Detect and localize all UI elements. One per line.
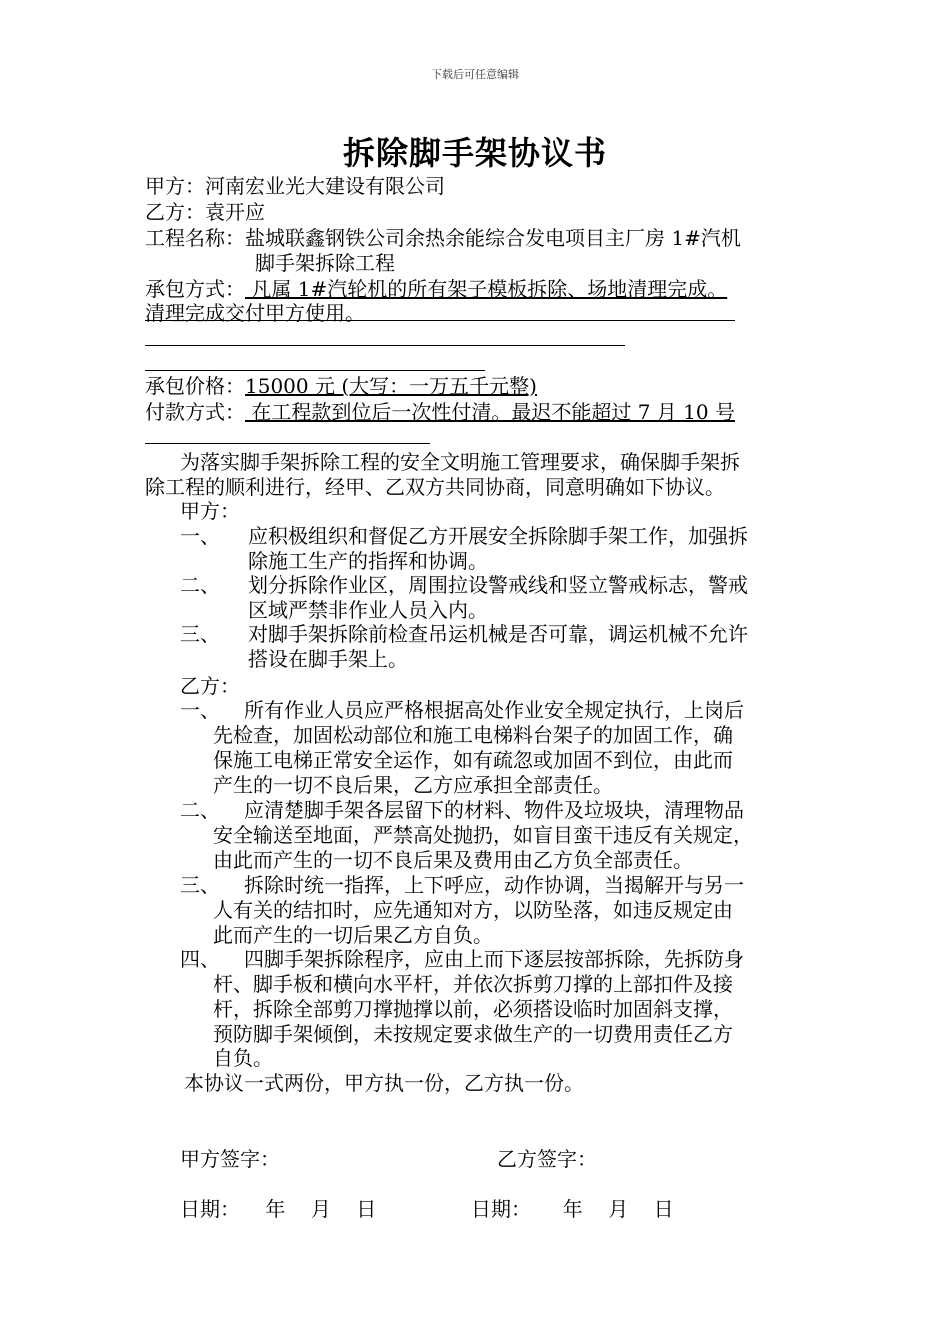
project-name-2: 脚手架拆除工程 [255, 251, 395, 275]
payment-underline [145, 443, 430, 444]
project-name-1: 盐城联鑫钢铁公司余热余能综合发电项目主厂房 1#汽机 [245, 226, 741, 250]
project-label: 工程名称： [145, 226, 245, 250]
b-item-1-first: 所有作业人员应严格根据高处作业安全规定执行，上岗后 [244, 698, 744, 722]
b-item-4-line-5: 自负。 [213, 1046, 273, 1070]
b-item-1-line-3: 保施工电梯正常安全运作，如有疏忽或加固不到位，由此而 [213, 748, 733, 772]
a-item-1-num: 一、 [180, 524, 220, 548]
contract-text-2: 清理完成交付甲方使用。 [145, 301, 365, 325]
b-item-4-line-3: 杆，拆除全部剪刀撑抛撑以前，必须搭设临时加固斜支撑， [213, 997, 733, 1021]
a-item-3-line-1: 对脚手架拆除前检查吊运机械是否可靠，调运机械不允许 [248, 622, 748, 646]
project-line-1 [145, 225, 741, 251]
a-item-1-line-1: 应积极组织和督促乙方开展安全拆除脚手架工作，加强拆 [248, 524, 748, 548]
contract-underline-2 [145, 345, 625, 346]
a-item-1-line-2: 除施工生产的指挥和协调。 [248, 549, 488, 573]
payment-label: 付款方式： [145, 400, 245, 424]
b-item-4-line-4: 预防脚手架倾倒，未按规定要求做生产的一切费用责任乙方 [213, 1022, 733, 1046]
contract-text-1: 凡属 1#汽轮机的所有架子模板拆除、场地清理完成。 [245, 277, 728, 301]
intro-line-2: 除工程的顺利进行，经甲、乙双方共同协商，同意明确如下协议。 [145, 475, 725, 499]
price-line [145, 373, 537, 399]
party-b-date: 日期： 年 月 日 [471, 1197, 674, 1221]
b-item-4-num: 四、 [180, 947, 220, 971]
party-a-date: 日期： 年 月 日 [180, 1197, 377, 1221]
b-item-2-line-3: 由此而产生的一切不良后果及费用由乙方负全部责任。 [213, 848, 693, 872]
b-item-2-num: 二、 [180, 798, 220, 822]
contract-label: 承包方式： [145, 277, 245, 301]
party-a-heading: 甲方： [180, 499, 240, 523]
b-item-3-line-3: 此而产生的一切后果乙方自负。 [213, 923, 493, 947]
party-b-heading: 乙方： [180, 674, 240, 698]
price-value: 15000 元 (大写：一万五千元整) [245, 374, 537, 398]
copies-note: 本协议一式两份，甲方执一份，乙方执一份。 [184, 1071, 584, 1095]
intro-line-1: 为落实脚手架拆除工程的安全文明施工管理要求，确保脚手架拆 [180, 450, 740, 474]
payment-line [145, 399, 735, 425]
a-item-3-num: 三、 [180, 622, 220, 646]
a-item-2-line-1: 划分拆除作业区，周围拉设警戒线和竖立警戒标志，警戒 [248, 573, 748, 597]
payment-value: 在工程款到位后一次性付清。最迟不能超过 7 月 10 号 [245, 400, 735, 424]
b-item-2-first: 应清楚脚手架各层留下的材料、物件及垃圾块，清理物品 [244, 798, 744, 822]
b-item-3-line-2: 人有关的结扣时，应先通知对方，以防坠落，如违反规定由 [213, 898, 733, 922]
header-note: 下载后可任意编辑 [431, 68, 519, 81]
b-item-3-first: 拆除时统一指挥，上下呼应，动作协调，当揭解开与另一 [244, 873, 744, 897]
a-item-2-line-2: 区域严禁非作业人员入内。 [248, 598, 488, 622]
party-b-signature: 乙方签字： [497, 1147, 597, 1171]
a-item-2-num: 二、 [180, 573, 220, 597]
party-a-signature: 甲方签字： [180, 1147, 280, 1171]
b-item-1-num: 一、 [180, 698, 220, 722]
contract-line-1 [145, 276, 727, 302]
party-b-line: 乙方：袁开应 [145, 200, 265, 224]
b-item-1-line-4: 产生的一切不良后果，乙方应承担全部责任。 [213, 773, 613, 797]
party-a-line: 甲方：河南宏业光大建设有限公司 [145, 174, 445, 198]
contract-underline-3 [145, 370, 485, 371]
contract-underline-1 [145, 320, 735, 321]
b-item-3-num: 三、 [180, 873, 220, 897]
price-label: 承包价格： [145, 374, 245, 398]
b-item-4-line-2: 杆、脚手板和横向水平杆，并依次拆剪刀撑的上部扣件及接 [213, 972, 733, 996]
a-item-3-line-2: 搭设在脚手架上。 [248, 647, 408, 671]
document-title: 拆除脚手架协议书 [342, 134, 607, 172]
b-item-2-line-2: 安全输送至地面，严禁高处抛扔，如盲目蛮干违反有关规定， [213, 823, 753, 847]
b-item-4-first: 四脚手架拆除程序，应由上而下逐层按部拆除，先拆防身 [244, 947, 744, 971]
b-item-1-line-2: 先检查，加固松动部位和施工电梯料台架子的加固工作，确 [213, 723, 733, 747]
